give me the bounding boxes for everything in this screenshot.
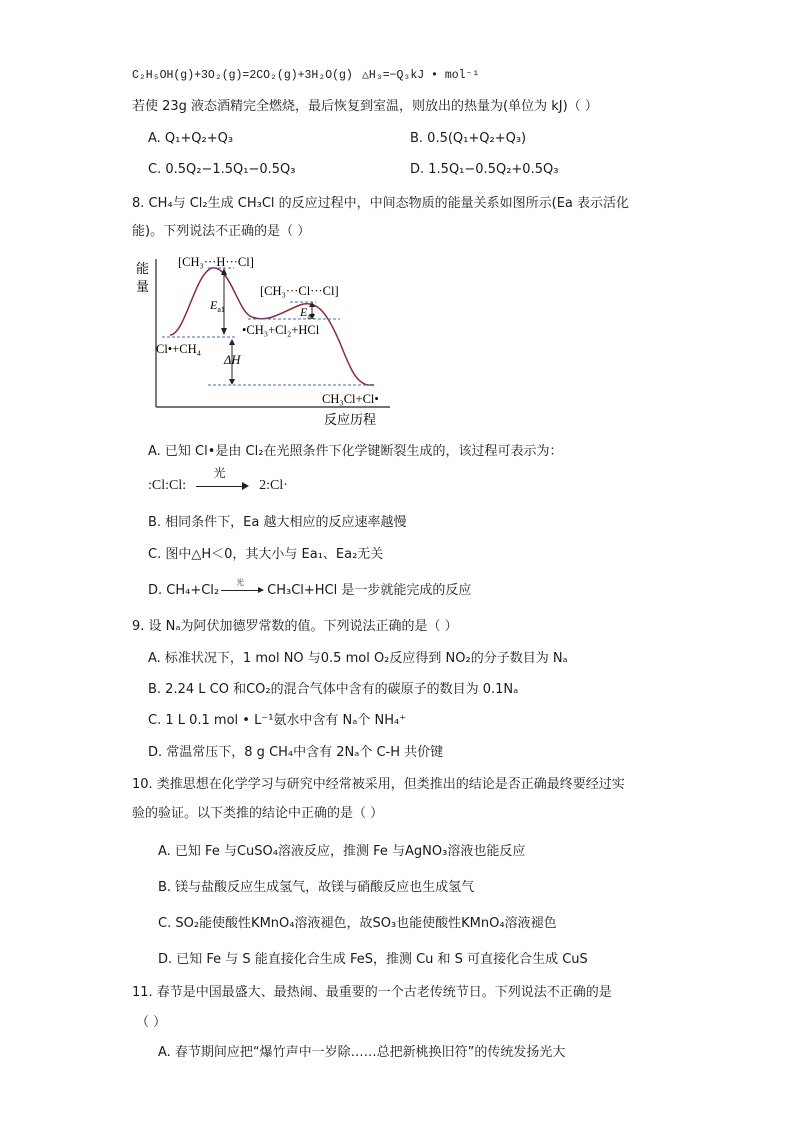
q7-equation: C₂H₅OH(g)+3O₂(g)=2CO₂(g)+3H₂O(g) bbox=[132, 69, 353, 82]
ea1-label: $E_{a1}$ bbox=[210, 298, 225, 314]
q10-option-d: D. 已知 Fe 与 S 能直接化合生成 FeS，推测 Cu 和 S 可直接化合生成 CuS bbox=[158, 952, 588, 967]
q11-stem-line2: （ ） bbox=[136, 1015, 167, 1030]
q10-stem-line2: 验的验证。以下类推的结论中正确的是（ ） bbox=[132, 806, 384, 821]
q8-stem-line2: 能)。下列说法不正确的是（ ） bbox=[132, 224, 311, 239]
q8-option-c: C. 图中△H＜0，其大小与 Ea₁、Ea₂无关 bbox=[148, 547, 384, 562]
q8-option-a: A. 已知 Cl•是由 Cl₂在光照条件下化学键断裂生成的，该过程可表示为： bbox=[148, 444, 563, 459]
y-axis-label-1: 能 bbox=[136, 262, 150, 277]
q10-option-c: C. SO₂能使酸性KMnO₄溶液褪色，故SO₃也能使酸性KMnO₄溶液褪色 bbox=[158, 916, 557, 931]
q7-stem: 若使 23g 液态酒精完全燃烧，最后恢复到室温，则放出的热量为(单位为 kJ)（ ） bbox=[132, 99, 598, 114]
light-arrow bbox=[196, 465, 250, 493]
q7-option-c: C. 0.5Q₂−1.5Q₁−0.5Q₃ bbox=[148, 162, 296, 177]
q9-option-d: D. 常温常压下，8 g CH₄中含有 2Nₐ个 C-H 共价键 bbox=[148, 745, 444, 760]
q10-stem-line1: 10. 类推思想在化学学习与研究中经常被采用，但类推出的结论是否正确最终要经过实 bbox=[132, 777, 625, 792]
q8-stem-line1: 8. CH₄与 Cl₂生成 CH₃Cl 的反应过程中，中间态物质的能量关系如图所示(Ea 表示活化 bbox=[132, 196, 630, 211]
eq-right: 2:Cl· bbox=[259, 478, 288, 493]
q10-option-b: B. 镁与盐酸反应生成氢气，故镁与硝酸反应也生成氢气 bbox=[158, 880, 475, 895]
q11-option-a: A. 春节期间应把“爆竹声中一岁除……总把新桃换旧符”的传统发扬光大 bbox=[158, 1045, 566, 1060]
products-label: CH₃Cl+Cl• bbox=[322, 392, 379, 406]
ea2-label: $E_{a2}$ bbox=[300, 305, 315, 321]
q9-option-a: A. 标准状况下，1 mol NO 与0.5 mol O₂反应得到 NO₂的分子数目为 Nₐ bbox=[148, 651, 568, 666]
q7-option-a: A. Q₁+Q₂+Q₃ bbox=[148, 131, 234, 146]
x-axis-label: 反应历程 bbox=[324, 413, 377, 428]
ts1-label: [CH₃···H···Cl] bbox=[178, 255, 254, 269]
reactants-label: Cl•+CH₄ bbox=[156, 342, 201, 356]
ts2-label: [CH₃···Cl···Cl] bbox=[260, 284, 339, 298]
q9-stem: 9. 设 Nₐ为阿伏加德罗常数的值。下列说法正确的是（ ） bbox=[132, 619, 458, 634]
q10-option-a: A. 已知 Fe 与CuSO₄溶液反应，推测 Fe 与AgNO₃溶液也能反应 bbox=[158, 844, 526, 859]
q8-option-b: B. 相同条件下，Ea 越大相应的反应速率越慢 bbox=[148, 515, 407, 530]
q8-option-d: D. CH₄+Cl₂ 光 CH₃Cl+HCl 是一步就能完成的反应 bbox=[148, 577, 472, 598]
q11-stem-line1: 11. 春节是中国最盛大、最热闹、最重要的一个古老传统节日。下列说法不正确的是 bbox=[132, 985, 612, 1000]
y-axis-label-2: 量 bbox=[136, 280, 150, 295]
q7-delta-h: △H₃=−Q₃kJ • mol⁻¹ bbox=[362, 69, 480, 82]
delta-h-label: ΔH bbox=[224, 353, 241, 367]
intermediate-label: •CH₃+Cl₂+HCl bbox=[242, 323, 320, 337]
arrow-label: 光 bbox=[213, 465, 226, 480]
eq-left: :Cl:Cl: bbox=[148, 478, 187, 493]
q8-option-a-equation bbox=[148, 465, 288, 494]
q7-option-d: D. 1.5Q₁−0.5Q₂+0.5Q₃ bbox=[410, 162, 559, 177]
q9-option-c: C. 1 L 0.1 mol • L⁻¹氨水中含有 Nₐ个 NH₄⁺ bbox=[148, 713, 407, 728]
q7-option-b: B. 0.5(Q₁+Q₂+Q₃) bbox=[410, 131, 527, 146]
q9-option-b: B. 2.24 L CO 和CO₂的混合气体中含有的碳原子的数目为 0.1Nₐ bbox=[148, 682, 519, 697]
energy-diagram bbox=[136, 253, 400, 428]
